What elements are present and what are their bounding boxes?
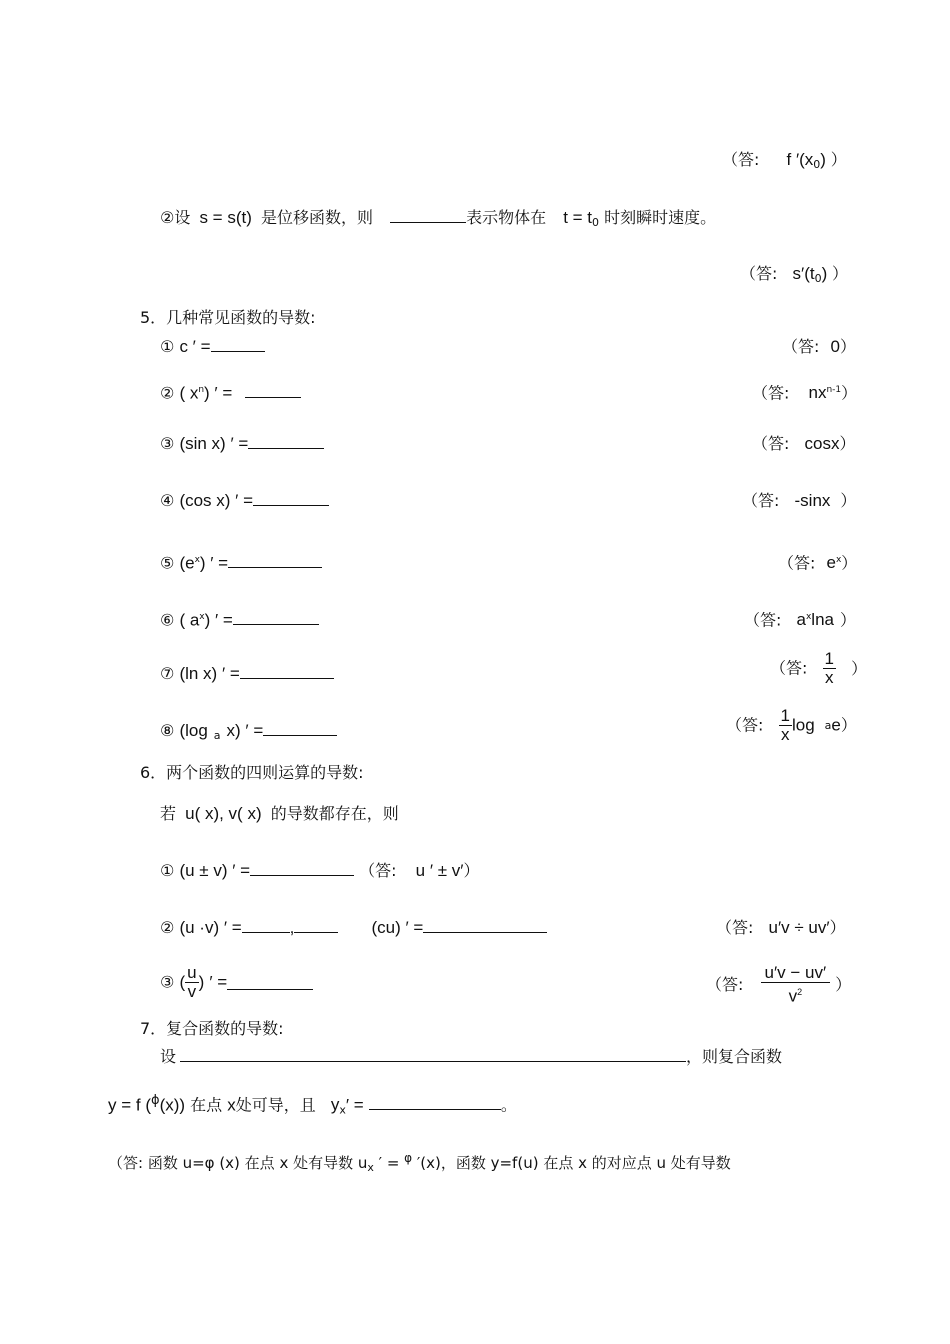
question-4-2: ②设 s = s(t) 是位移函数，则 表示物体在 $t = t_0$ 时刻瞬时速度。 [160,208,717,229]
formula-answer: （答: $nx^{n-1}$） [752,383,858,403]
fraction: $\frac{u}{v}$ [187,963,197,1001]
formula-answer: （答: $\frac{u'v - uv'}{v^2}$ ） [706,963,852,1006]
fraction: $\frac{1}{x}$ [824,649,834,687]
section-6-intro: 若 u( x), v( x) 的导数都存在，则 [160,804,399,823]
answer-blank[interactable] [390,208,466,223]
formula-item: ⑤ $(e^x)$ ′ = [160,550,322,573]
answer-blank[interactable] [253,491,329,506]
answer-blank[interactable] [250,861,354,876]
answer-blank[interactable] [294,918,338,933]
rule-sum: ① (u ± v) ′ = （答: u ′ ± v′） [160,861,480,880]
answer-blank[interactable] [242,918,290,933]
answer-blank[interactable] [263,721,337,736]
formula-answer: （答: -sinx ） [742,491,857,510]
formula-item: ① c ′ = [160,337,265,357]
formula-answer: （答: cosx） [752,434,856,453]
formula-answer: （答: $e^x$） [778,553,858,573]
formula-item: ③ (sin x) ′ = [160,434,324,454]
answer-blank[interactable] [423,918,547,933]
answer-4-1: （答: f $'(x_0)$ ） [722,150,847,171]
answer-blank[interactable] [248,434,324,449]
answer-blank[interactable] [211,337,265,352]
rule-quotient: ③ ( $\frac{u}{v}$ ) ′ = [160,964,313,1001]
fraction: $\frac{u'v - uv'}{v^2}$ [761,964,831,1006]
answer-blank[interactable] [240,664,334,679]
section-6-heading: 6．两个函数的四则运算的导数: [140,763,364,782]
formula-item: ⑧ (log $_a$ x) ′ = [160,721,337,746]
formula-answer: （答: 0） [782,337,856,356]
answer-blank[interactable] [245,383,301,398]
formula-item: ④ (cos x) ′ = [160,491,329,511]
answer-blank[interactable] [180,1047,686,1062]
formula-item: ② ( $x^n$) ′ = [160,380,301,403]
fraction: $\frac{1}{x}$ [780,706,790,744]
answer-4-2: （答: $s'(t_0)$ ） [740,264,848,285]
composite-line-1: 设 ，则复合函数 [160,1047,783,1066]
formula-item: ⑦ (ln x) ′ = [160,664,334,684]
answer-blank[interactable] [228,553,322,568]
formula-answer: （答: $\frac{1}{x}$ log ae） [726,706,857,744]
formula-answer: （答: u′v ÷ uv′） [716,918,846,937]
rule-product: ② (u ·v) ′ = , (cu) ′ = [160,918,547,938]
answer-blank[interactable] [227,975,313,990]
section-7-heading: 7．复合函数的导数: [140,1019,284,1038]
answer-blank[interactable] [369,1095,501,1110]
formula-answer: （答: $a^x\ln a$ ） [744,610,856,630]
formula-answer: （答: $\frac{1}{x}$ ） [770,649,868,687]
composite-line-2: y = f ($^\phi$(x)) 在点 x处可导，且 $y_x'$ = 。 [108,1093,517,1117]
formula-item: ⑥ ( $a^x$) ′ = [160,607,319,630]
section-5-heading: 5．几种常见函数的导数: [140,308,316,327]
answer-blank[interactable] [233,610,319,625]
composite-answer: （答: 函数 u=φ (x) 在点 x 处有导数 $u_x$ ′ = $^\varphi$ ′(x)，函数 y=f(u) 在点 x 的对应点 u 处有导数 [108,1151,731,1174]
